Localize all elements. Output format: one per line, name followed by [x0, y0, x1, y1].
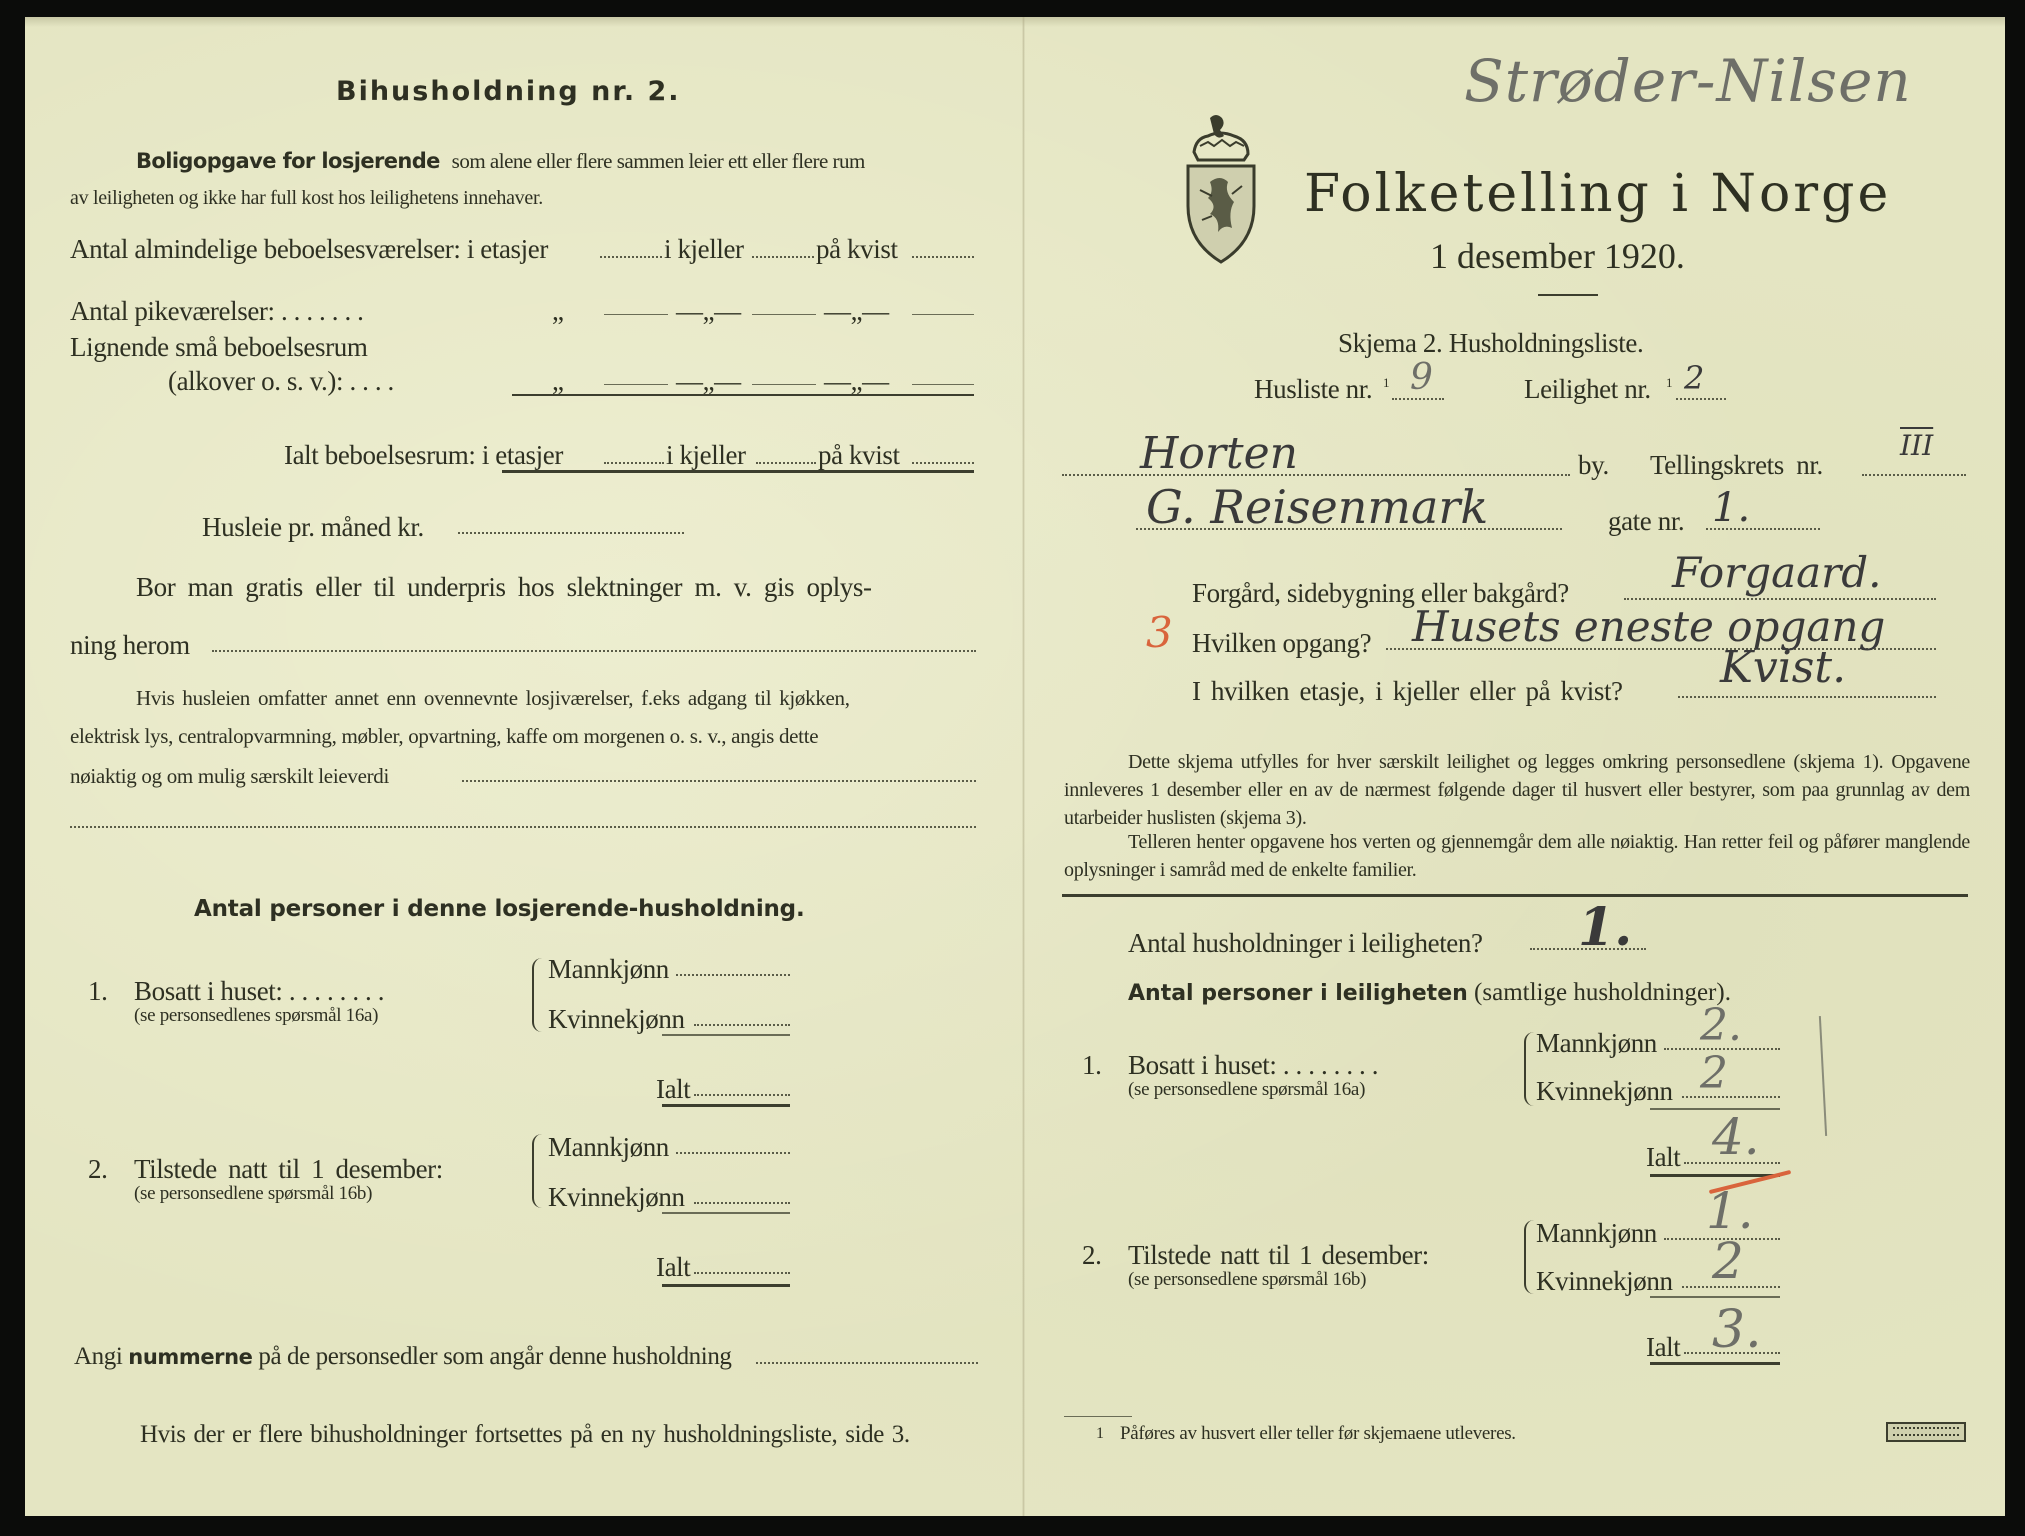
- free-living-line-2: ning herom: [70, 630, 190, 660]
- extras-line-1: Hvis husleien omfatter annet enn ovennevnte losjiværelser, f.eks adgang til kjøkken,: [136, 686, 850, 710]
- left-q1-female-label: Kvinnekjønn: [548, 1004, 685, 1034]
- intro-rest: som alene eller flere sammen leier ett eller flere rum: [451, 149, 865, 173]
- right-q1-female-value[interactable]: 2: [1700, 1048, 1728, 1099]
- left-q2-male-label: Mannkjønn: [548, 1132, 669, 1162]
- forgard-label: Forgård, sidebygning eller bakgård?: [1192, 578, 1569, 608]
- left-q2-total-label: Ialt: [656, 1252, 691, 1282]
- gate-label: gate nr.: [1608, 506, 1685, 536]
- instructions-paragraph-1: Dette skjema utfylles for hver særskilt leilighet og legges omkring personsedlene (skjema 1). Opgavene innleveres 1 desember eller en av de nærmest følgende dager til husvert eller bestyrer, som paa grunnlag av dem utarbeider huslisten (skjema 3).: [1064, 751, 1970, 829]
- intro-line-2: av leiligheten og ikke har full kost hos leilighetens innehaver.: [70, 187, 543, 209]
- right-q2-brace: [1524, 1220, 1536, 1294]
- rooms-row2-sep1: —„—: [676, 296, 741, 326]
- left-q2-male-field[interactable]: [676, 1152, 790, 1154]
- forgard-field[interactable]: [1624, 598, 1936, 600]
- rooms-row3-kjeller-field[interactable]: [752, 384, 816, 385]
- extras-field-line-2[interactable]: [70, 826, 976, 828]
- rooms-total-kvist-label: på kvist: [818, 440, 900, 470]
- krets-field[interactable]: [1862, 474, 1966, 476]
- right-q1-brace: [1524, 1032, 1536, 1106]
- right-q1-total-label: Ialt: [1646, 1142, 1681, 1172]
- rooms-row3-ditto: „: [552, 366, 564, 396]
- right-persons-heading-rest: (samtlige husholdninger).: [1474, 979, 1731, 1006]
- rooms-total-kjeller-label: i kjeller: [666, 440, 746, 470]
- intro-line-1: [136, 148, 865, 173]
- left-persons-heading: Antal personer i denne losjerende-husholdning.: [194, 896, 805, 922]
- numbers-prefix: Angi: [74, 1343, 123, 1370]
- free-living-line-1: Bor man gratis eller til underpris hos slektninger m. v. gis oplys-: [136, 572, 872, 602]
- census-date: 1 desember 1920.: [1430, 236, 1685, 276]
- right-q1-male-label: Mannkjønn: [1536, 1028, 1657, 1058]
- rooms-row3-label-2: (alkover o. s. v.): . . . .: [168, 366, 394, 396]
- rooms-row3-kvist-field[interactable]: [912, 384, 974, 385]
- rooms-row3-etasjer-field[interactable]: [604, 384, 668, 385]
- left-q1-label: Bosatt i huset: . . . . . . . .: [134, 976, 385, 1006]
- right-q2-sub: (se personsedlene spørsmål 16b): [1128, 1269, 1367, 1290]
- page-fold: [1022, 17, 1025, 1516]
- krets-label: Tellingskrets nr.: [1650, 450, 1823, 480]
- rooms-row2-etasjer-field[interactable]: [604, 314, 668, 315]
- rooms-total-kjeller-field[interactable]: [756, 462, 816, 464]
- left-q2-number: 2.: [88, 1154, 108, 1184]
- left-q2-brace: [532, 1134, 544, 1208]
- right-q2-male-value[interactable]: 1.: [1706, 1182, 1754, 1240]
- printer-stamp-icon: [1886, 1422, 1966, 1442]
- rooms-total-etasjer-field[interactable]: [604, 462, 664, 464]
- left-q1-male-label: Mannkjønn: [548, 954, 669, 984]
- left-q1-brace: [532, 958, 544, 1032]
- free-living-field[interactable]: [212, 650, 976, 652]
- rooms-row3-label-1: Lignende små beboelsesrum: [70, 332, 368, 362]
- extras-field[interactable]: [462, 780, 976, 782]
- left-q2-total-rule: [662, 1284, 790, 1287]
- right-q2-label: Tilstede natt til 1 desember:: [1128, 1240, 1429, 1270]
- rooms-row2-sep2: —„—: [824, 296, 889, 326]
- husliste-value[interactable]: 9: [1410, 357, 1433, 398]
- left-q2-female-field[interactable]: [694, 1202, 790, 1204]
- right-q1-total-value[interactable]: 4.: [1712, 1108, 1760, 1166]
- husliste-footnote-mark: 1: [1383, 375, 1390, 390]
- opgang-value[interactable]: Husets eneste opgang: [1412, 602, 1886, 651]
- leilighet-value[interactable]: 2: [1684, 359, 1705, 397]
- right-q1-number: 1.: [1082, 1050, 1102, 1080]
- right-q2-total-rule: [1650, 1362, 1780, 1365]
- intro-bold: Boligopgave for losjerende: [136, 149, 440, 173]
- forgard-value[interactable]: Forgaard.: [1672, 548, 1882, 597]
- leilighet-field[interactable]: [1676, 398, 1726, 400]
- street-value[interactable]: G. Reisenmark: [1146, 480, 1489, 534]
- extras-line-3: nøiaktig og om mulig særskilt leieverdi: [70, 764, 390, 788]
- right-q1-sub: (se personsedlene spørsmål 16a): [1128, 1079, 1366, 1100]
- right-q1-label: Bosatt i huset: . . . . . . . .: [1128, 1050, 1379, 1080]
- left-q1-female-field[interactable]: [694, 1024, 790, 1026]
- handwritten-header: Strøder-Nilsen: [1464, 47, 1912, 115]
- norway-coat-of-arms-icon: [1180, 112, 1262, 264]
- etasje-field[interactable]: [1678, 696, 1936, 698]
- rent-label: Husleie pr. måned kr.: [202, 512, 424, 542]
- households-label: Antal husholdninger i leiligheten?: [1128, 928, 1483, 958]
- rooms-row2-kjeller-field[interactable]: [752, 314, 816, 315]
- rooms-total-kvist-field[interactable]: [912, 462, 974, 464]
- numbers-field[interactable]: [756, 1362, 978, 1364]
- left-q2-sub: (se personsedlene spørsmål 16b): [134, 1183, 373, 1204]
- census-title: Folketelling i Norge: [1304, 164, 1892, 224]
- rooms-row1-label: Antal almindelige beboelsesværelser: i etasjer: [70, 234, 548, 264]
- city-field[interactable]: [1062, 474, 1570, 476]
- instructions-divider: [1062, 894, 1968, 897]
- leilighet-label: Leilighet nr.: [1524, 374, 1651, 404]
- right-q1-female-label: Kvinnekjønn: [1536, 1076, 1673, 1106]
- page-top-edge: [25, 17, 2005, 27]
- title-divider: [1538, 294, 1598, 296]
- numbers-rest: på de personsedler som angår denne husholdning: [258, 1343, 732, 1370]
- right-q1-male-value[interactable]: 2.: [1700, 1000, 1742, 1051]
- rooms-total-rule: [502, 470, 974, 473]
- leilighet-footnote-mark: 1: [1666, 375, 1673, 390]
- rooms-row1-kvist-label: på kvist: [816, 234, 898, 264]
- husliste-field[interactable]: [1392, 398, 1444, 400]
- rooms-row1-kvist-field[interactable]: [912, 256, 974, 258]
- husliste-label: Husliste nr.: [1254, 374, 1373, 404]
- rooms-row1-etasjer-field[interactable]: [600, 256, 662, 258]
- rooms-row1-kjeller-field[interactable]: [752, 256, 814, 258]
- rooms-row2-kvist-field[interactable]: [912, 314, 974, 315]
- city-value[interactable]: Horten: [1140, 428, 1298, 479]
- rooms-total-label: Ialt beboelsesrum: i etasjer: [284, 440, 563, 470]
- left-q1-sum-rule: [662, 1034, 790, 1036]
- etasje-value[interactable]: Kvist.: [1720, 642, 1847, 693]
- rooms-row3-sep2: —„—: [824, 366, 889, 396]
- left-footer-note: Hvis der er flere bihusholdninger fortsettes på en ny husholdningsliste, side 3.: [140, 1421, 910, 1448]
- opgang-label: Hvilken opgang?: [1192, 628, 1372, 658]
- left-q1-total-label: Ialt: [656, 1074, 691, 1104]
- right-q2-number: 2.: [1082, 1240, 1102, 1270]
- numbers-bold: nummerne: [128, 1345, 253, 1369]
- rent-field[interactable]: [458, 532, 684, 534]
- rooms-row2-ditto: „: [552, 296, 564, 326]
- right-q2-female-value[interactable]: 2: [1712, 1232, 1744, 1290]
- right-persons-heading-bold: Antal personer i leiligheten: [1128, 981, 1468, 1006]
- left-q2-female-label: Kvinnekjønn: [548, 1182, 685, 1212]
- instructions-paragraph-2: Telleren henter opgavene hos verten og gjennemgår dem alle nøiaktig. Han retter feil og påfører manglende oplysninger i samråd med de enkelte familier.: [1064, 831, 1970, 881]
- households-value[interactable]: 1.: [1578, 897, 1633, 958]
- left-q1-total-field[interactable]: [694, 1094, 790, 1096]
- left-q1-number: 1.: [88, 976, 108, 1006]
- etasje-label: I hvilken etasje, i kjeller eller på kvist?: [1192, 676, 1623, 706]
- right-q2-sum-rule: [1650, 1296, 1780, 1298]
- footnote-rule: [1064, 1416, 1132, 1417]
- right-q2-female-label: Kvinnekjønn: [1536, 1266, 1673, 1296]
- city-suffix: by.: [1578, 450, 1609, 480]
- rooms-row3-sep1: —„—: [676, 366, 741, 396]
- footnote-text: Påføres av husvert eller teller før skjemaene utleveres.: [1120, 1423, 1516, 1444]
- rooms-subtotal-rule: [512, 394, 974, 396]
- right-q2-total-value[interactable]: 3.: [1712, 1300, 1762, 1360]
- left-q2-sum-rule: [662, 1212, 790, 1214]
- extras-line-2: elektrisk lys, centralopvarmning, møbler, opvartning, kaffe om morgenen o. s. v., angis dette: [70, 724, 819, 748]
- left-q2-total-field[interactable]: [694, 1272, 790, 1274]
- numbers-line: [74, 1344, 732, 1369]
- opgang-red-mark: 3: [1146, 608, 1173, 657]
- right-q1-female-field[interactable]: [1682, 1096, 1780, 1098]
- rooms-row1-kjeller-label: i kjeller: [664, 234, 744, 264]
- right-q2-male-label: Mannkjønn: [1536, 1218, 1657, 1248]
- left-q2-label: Tilstede natt til 1 desember:: [134, 1154, 443, 1184]
- rooms-row2-label: Antal pikeværelser: . . . . . . .: [70, 296, 364, 326]
- krets-value[interactable]: $\overline{III}$: [1900, 429, 1934, 462]
- left-q1-total-rule: [662, 1104, 790, 1107]
- left-q1-sub: (se personsedlenes spørsmål 16a): [134, 1005, 379, 1026]
- left-q1-male-field[interactable]: [676, 974, 790, 976]
- footnote-mark: 1: [1096, 1425, 1104, 1442]
- right-persons-heading: [1128, 980, 1731, 1005]
- schema-label: Skjema 2. Husholdningsliste.: [1338, 328, 1644, 358]
- gate-value[interactable]: 1.: [1712, 485, 1751, 531]
- right-q2-total-label: Ialt: [1646, 1332, 1681, 1362]
- bihusholdning-title: Bihusholdning nr. 2.: [336, 76, 681, 107]
